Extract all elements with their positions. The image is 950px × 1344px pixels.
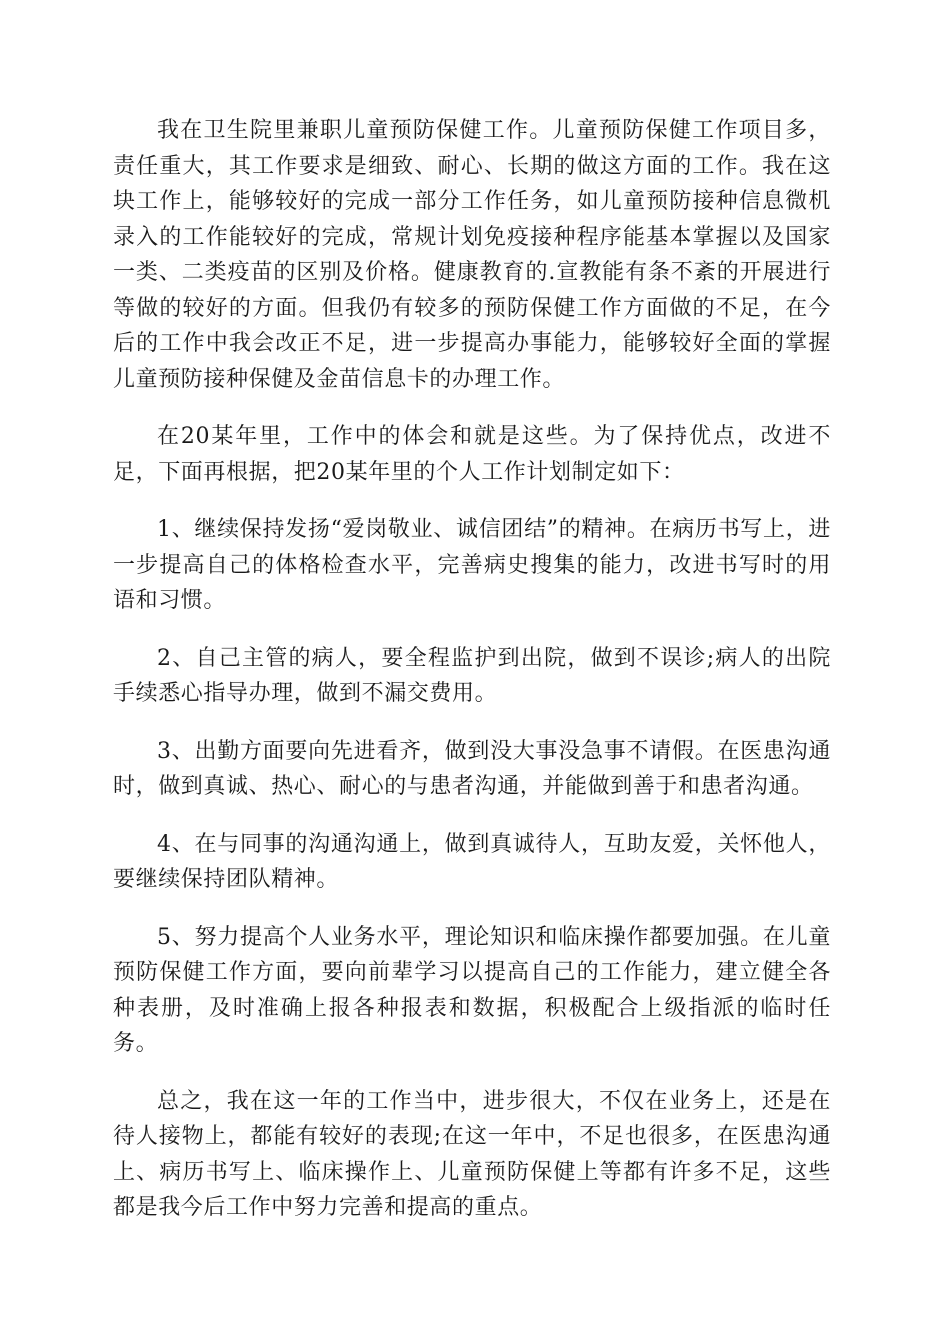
- paragraph-item-1: 1、继续保持发扬“爱岗敬业、诚信团结”的精神。在病历书写上，进一步提高自己的体格检查水平，完善病史搜集的能力，改进书写时的用语和习惯。: [113, 517, 831, 613]
- paragraph-child-health-work: 我在卫生院里兼职儿童预防保健工作。儿童预防保健工作项目多，责任重大，其工作要求是细致、耐心、长期的做这方面的工作。我在这块工作上，能够较好的完成一部分工作任务，如儿童预防接种信息微机录入的工作能较好的完成，常规计划免疫接种程序能基本掌握以及国家一类、二类疫苗的区别及价格。健康教育的.宣教能有条不紊的开展进行等做的较好的方面。但我仍有较多的预防保健工作方面做的不足，在今后的工作中我会改正不足，进一步提高办事能力，能够较好全面的掌握儿童预防接种保健及金苗信息卡的办理工作。: [113, 118, 831, 392]
- paragraph-item-3: 3、出勤方面要向先进看齐，做到没大事没急事不请假。在医患沟通时，做到真诚、热心、耐心的与患者沟通，并能做到善于和患者沟通。: [113, 738, 831, 799]
- paragraph-plan-intro: 在20某年里，工作中的体会和就是这些。为了保持优点，改进不足，下面再根据，把20某年里的个人工作计划制定如下：: [113, 424, 831, 485]
- document-body: [113, 113, 831, 1248]
- paragraph-item-2: 2、自己主管的病人，要全程监护到出院，做到不误诊;病人的出院手续悉心指导办理，做到不漏交费用。: [113, 645, 831, 706]
- paragraph-item-5: 5、努力提高个人业务水平，理论知识和临床操作都要加强。在儿童预防保健工作方面，要向前辈学习以提高自己的工作能力，建立健全各种表册，及时准确上报各种报表和数据，积极配合上级指派的临时任务。: [113, 924, 831, 1056]
- paragraph-item-4: 4、在与同事的沟通沟通上，做到真诚待人，互助友爱，关怀他人，要继续保持团队精神。: [113, 831, 831, 892]
- paragraph-conclusion: 总之，我在这一年的工作当中，进步很大，不仅在业务上，还是在待人接物上，都能有较好的表现;在这一年中，不足也很多，在医患沟通上、病历书写上、临床操作上、儿童预防保健上等都有许多不足，这些都是我今后工作中努力完善和提高的重点。: [113, 1088, 831, 1220]
